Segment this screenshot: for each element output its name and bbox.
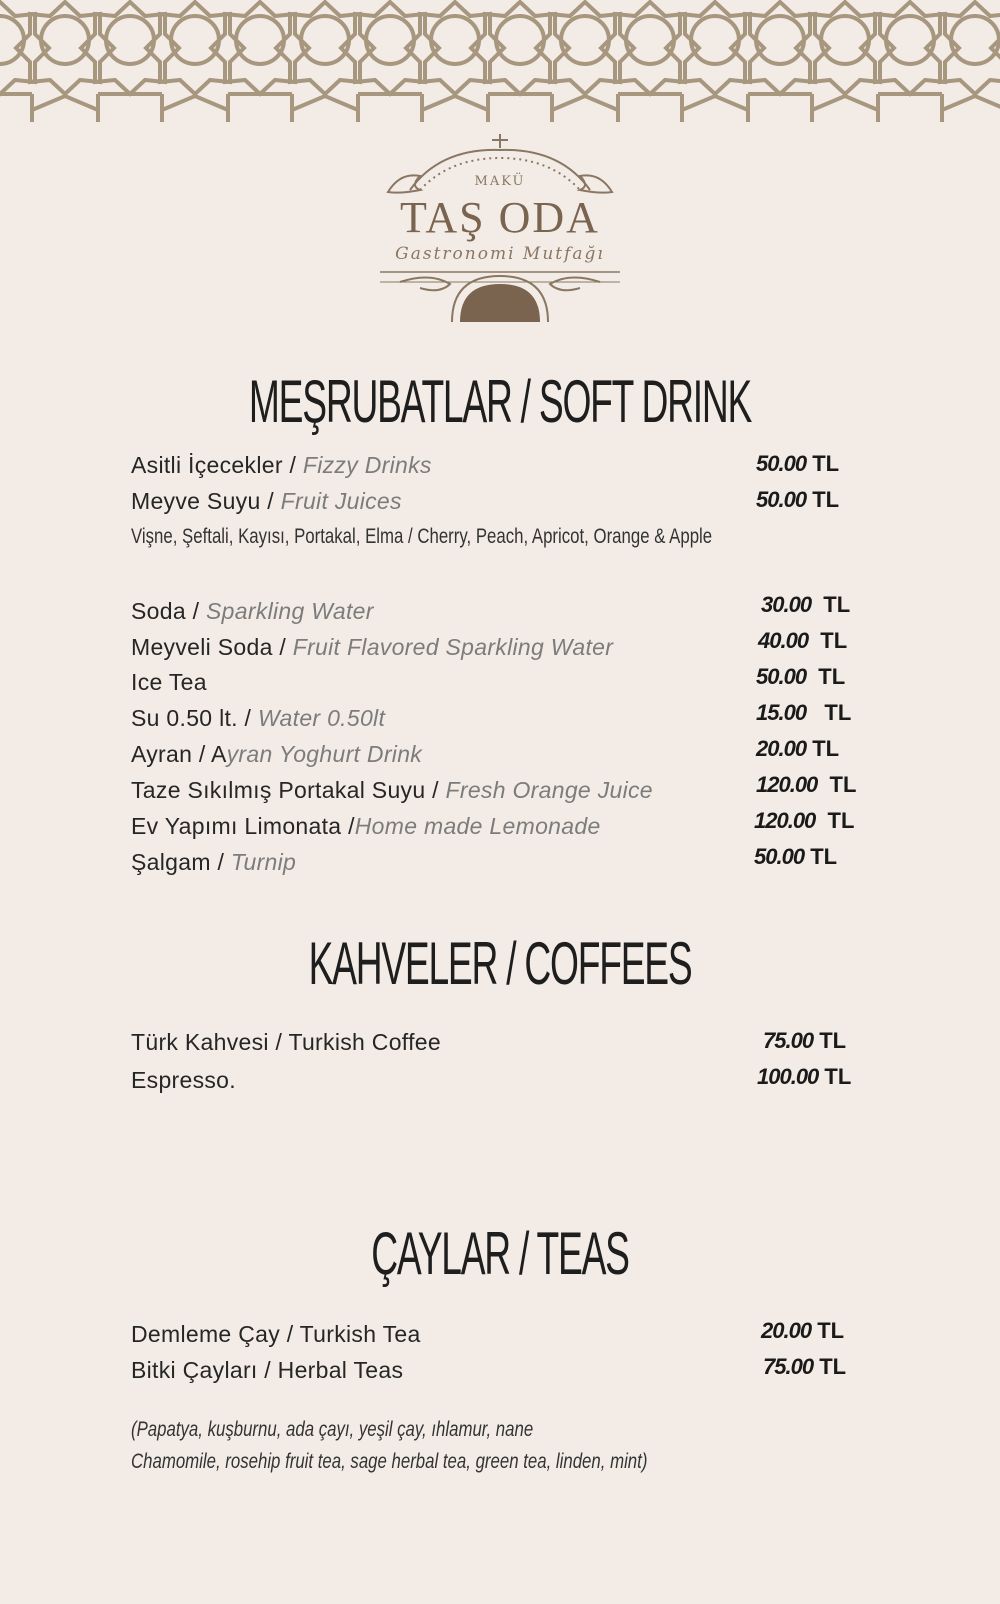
herbal-teas-note-line2: Chamomile, rosehip fruit tea, sage herbal tea, green tea, linden, mint): [131, 1450, 648, 1473]
price-turkish-tea: 20.00 TL: [761, 1318, 845, 1343]
item-name-en: Turnip: [230, 849, 297, 875]
item-name-en: Sparkling Water: [206, 598, 374, 624]
menu-item-fruit-soda: [131, 632, 613, 662]
item-name-tr: Ev Yapımı Limonata /: [131, 813, 355, 839]
geometric-pattern-band: [0, 0, 1000, 122]
menu-item-sparkling-water: [131, 596, 374, 626]
item-name-tr: Su 0.50 lt. /: [131, 705, 258, 731]
price-ice-tea: 50.00 TL: [756, 664, 846, 689]
menu-item-fizzy-drinks: [131, 450, 432, 480]
section-title-soft-drinks: MEŞRUBATLAR / SOFT DRINK: [248, 368, 752, 435]
menu-item-fruit-juices: [131, 486, 402, 516]
logo-name: TAŞ ODA: [400, 193, 600, 242]
item-name-tr: Ayran / A: [131, 741, 227, 767]
price-ayran: 20.00 TL: [756, 736, 840, 761]
restaurant-logo: [380, 132, 620, 328]
menu-item-water: [131, 703, 385, 733]
menu-item-turnip: [131, 847, 296, 877]
menu-item-ayran: [131, 739, 422, 769]
item-name-en: Home made Lemonade: [354, 813, 601, 839]
item-name-tr: Ice Tea: [131, 669, 207, 695]
price-fizzy-drinks: 50.00 TL: [756, 451, 840, 476]
price-lemonade: 120.00 TL: [754, 808, 855, 833]
logo-small-text: MAKÜ: [474, 174, 526, 189]
item-name-en: Water 0.50lt: [257, 705, 386, 731]
item-name-en: yran Yoghurt Drink: [226, 741, 423, 767]
price-espresso: 100.00 TL: [757, 1064, 852, 1089]
item-name-tr: Soda /: [131, 598, 206, 624]
menu-item-herbal-teas: [131, 1355, 403, 1385]
price-water: 15.00 TL: [756, 700, 852, 725]
price-fruit-juices: 50.00 TL: [756, 487, 840, 512]
section-title-teas: ÇAYLAR / TEAS: [371, 1220, 629, 1287]
menu-item-espresso: [131, 1065, 236, 1095]
item-name-tr: Taze Sıkılmış Portakal Suyu /: [131, 777, 446, 803]
item-name-en: Fruit Juices: [280, 488, 402, 514]
item-name-en: Fruit Flavored Sparkling Water: [292, 634, 614, 660]
item-name-tr: Şalgam /: [131, 849, 231, 875]
price-turnip: 50.00 TL: [754, 844, 838, 869]
price-fruit-soda: 40.00 TL: [758, 628, 848, 653]
menu-item-orange-juice: [131, 775, 653, 805]
menu-item-ice-tea: [131, 667, 207, 697]
price-orange-juice: 120.00 TL: [756, 772, 857, 797]
item-name-en: Fizzy Drinks: [302, 452, 432, 478]
menu-item-turkish-tea: [131, 1319, 421, 1349]
item-name-tr: Asitli İçecekler /: [131, 452, 303, 478]
section-title-coffees: KAHVELER / COFFEES: [308, 930, 692, 997]
item-name-tr: Meyveli Soda /: [131, 634, 293, 660]
item-name: Espresso.: [131, 1067, 236, 1093]
price-turkish-coffee: 75.00 TL: [763, 1028, 847, 1053]
menu-item-turkish-coffee: [131, 1027, 441, 1057]
price-sparkling-water: 30.00 TL: [761, 592, 851, 617]
price-herbal-teas: 75.00 TL: [763, 1354, 847, 1379]
item-name: Bitki Çayları / Herbal Teas: [131, 1357, 404, 1383]
item-name: Demleme Çay / Turkish Tea: [131, 1321, 421, 1347]
item-name-en: Fresh Orange Juice: [445, 777, 653, 803]
menu-item-lemonade: [131, 811, 601, 841]
item-name-tr: Meyve Suyu /: [131, 488, 281, 514]
juice-flavors-note: Vişne, Şeftali, Kayısı, Portakal, Elma / Cherry, Peach, Apricot, Orange & Apple: [131, 525, 713, 548]
item-name: Türk Kahvesi / Turkish Coffee: [131, 1029, 441, 1055]
logo-tagline: Gastronomi Mutfağı: [395, 244, 605, 264]
herbal-teas-note-line1: (Papatya, kuşburnu, ada çayı, yeşil çay, ıhlamur, nane: [131, 1418, 534, 1441]
